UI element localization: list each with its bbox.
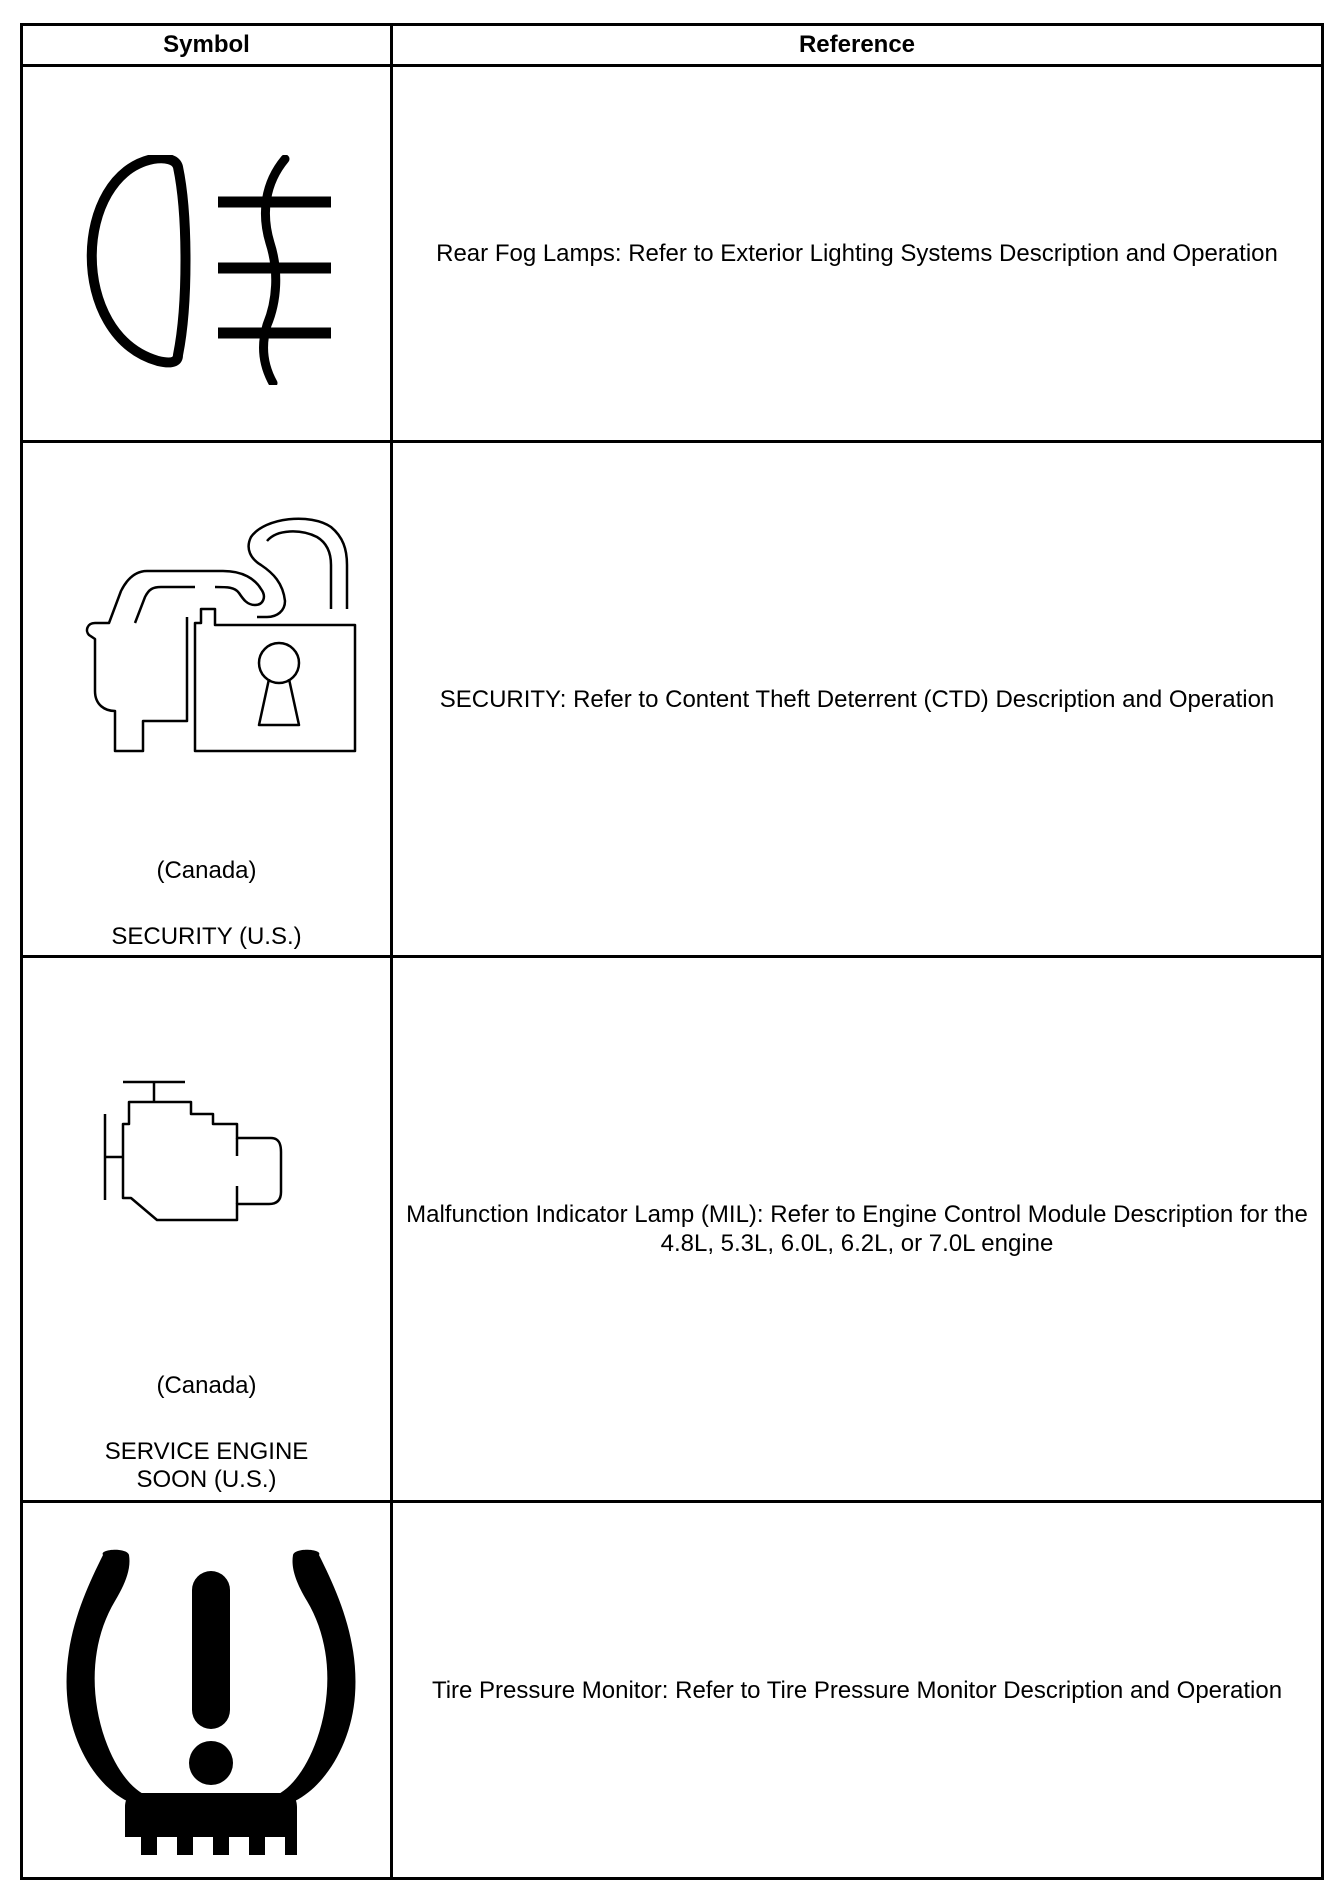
engine-icon	[101, 1080, 341, 1230]
symbol-cell	[22, 442, 392, 957]
symbol-column-header: Symbol	[22, 25, 392, 66]
symbol-cell	[22, 957, 392, 1502]
table-row-security	[22, 442, 1323, 957]
rear-fog-lamp-icon	[53, 155, 353, 385]
symbol-caption-canada: (Canada)	[156, 857, 257, 884]
indicator-reference-table	[20, 23, 1324, 1880]
reference-cell: SECURITY: Refer to Content Theft Deterrent (CTD) Description and Operation	[392, 442, 1323, 957]
header-row	[22, 25, 1323, 66]
symbol-caption-us: SECURITY (U.S.)	[111, 923, 302, 950]
security-lock-icon	[55, 513, 375, 753]
reference-cell: Malfunction Indicator Lamp (MIL): Refer to Engine Control Module Description for the 4.8L, 5.3L, 6.0L, 6.2L, or 7.0L engine	[392, 957, 1323, 1502]
symbol-caption-canada: (Canada)	[156, 1372, 257, 1399]
symbol-cell	[22, 1502, 392, 1879]
table-row-tire-pressure	[22, 1502, 1323, 1879]
reference-column-header: Reference	[392, 25, 1323, 66]
table-row-rear-fog-lamps	[22, 66, 1323, 442]
reference-cell: Rear Fog Lamps: Refer to Exterior Lighting Systems Description and Operation	[392, 66, 1323, 442]
tire-pressure-icon	[51, 1545, 371, 1875]
table-row-engine	[22, 957, 1323, 1502]
symbol-cell	[22, 66, 392, 442]
reference-cell: Tire Pressure Monitor: Refer to Tire Pressure Monitor Description and Operation	[392, 1502, 1323, 1879]
symbol-caption-us: SERVICE ENGINE SOON (U.S.)	[104, 1438, 309, 1493]
